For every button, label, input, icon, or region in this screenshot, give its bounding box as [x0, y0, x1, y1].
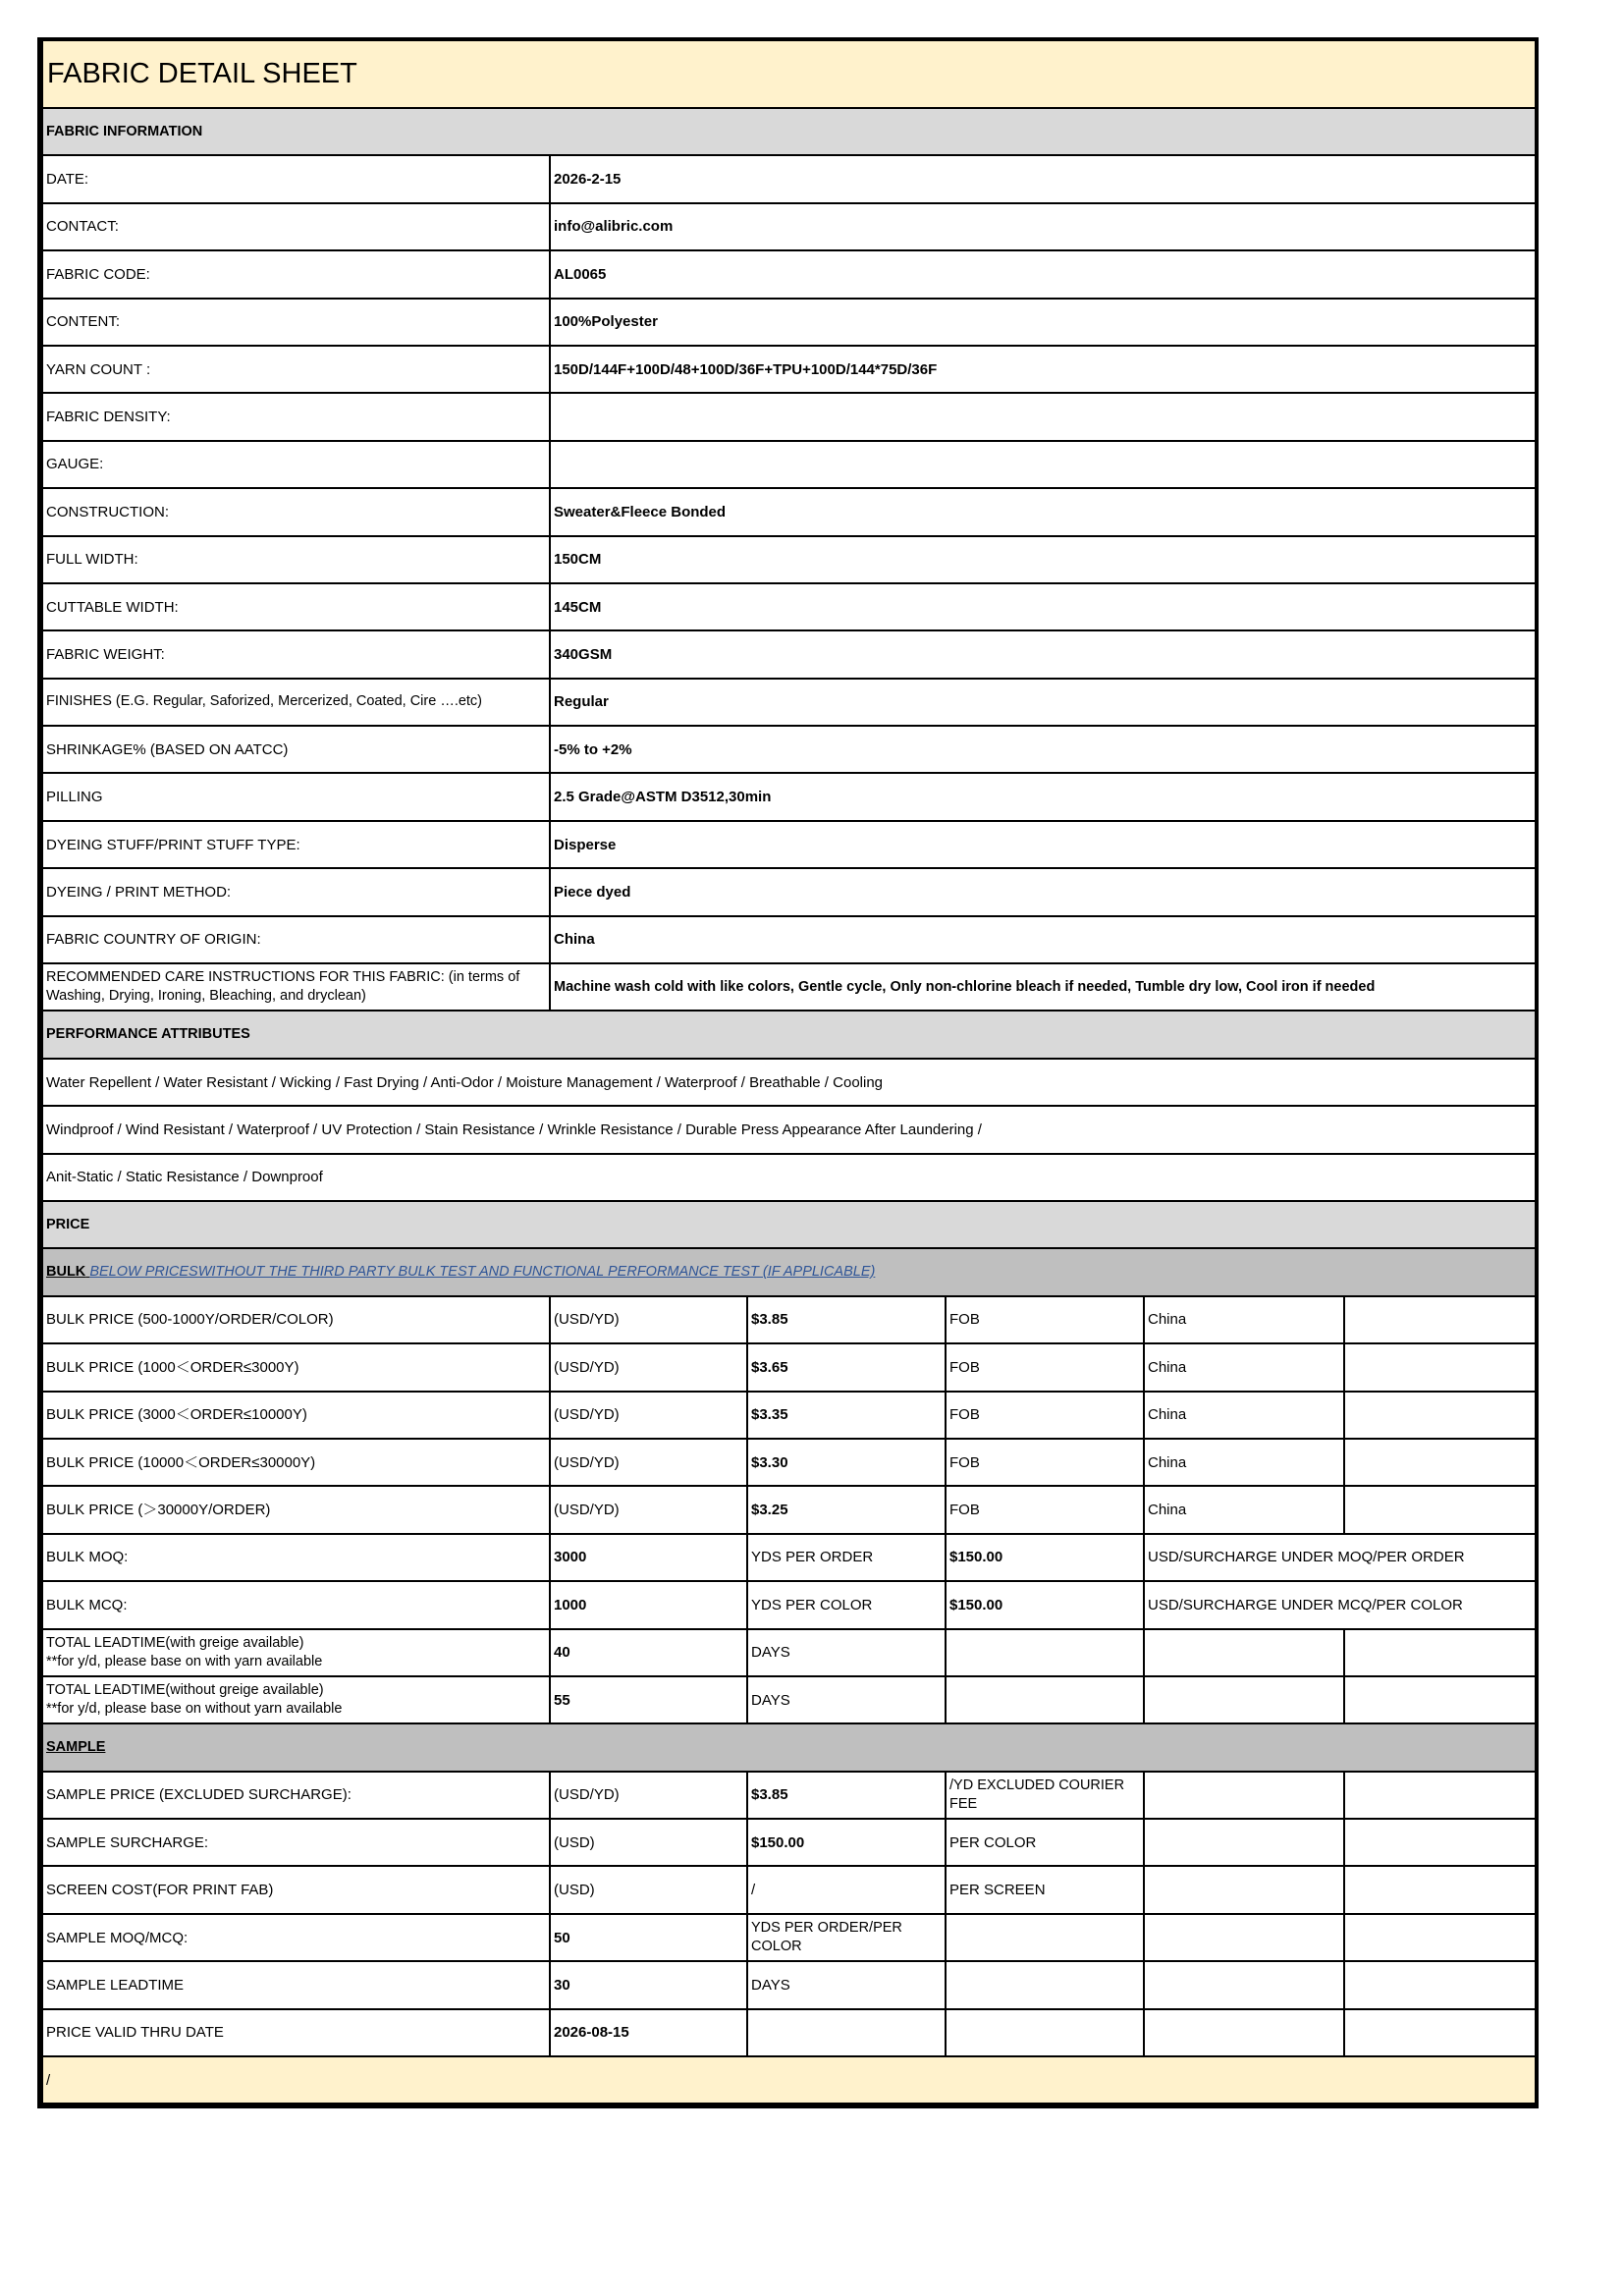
sample-col2: 50 [550, 1914, 747, 1961]
moq-unit: YDS PER ORDER [747, 1534, 946, 1581]
bulk-label: BULK [46, 1264, 86, 1281]
empty-cell [1344, 1772, 1536, 1819]
moq-label: BULK MOQ: [42, 1534, 550, 1581]
moq-qty: 1000 [550, 1581, 747, 1628]
leadtime-row [42, 1676, 1536, 1723]
fabric-detail-sheet [37, 37, 1539, 2108]
empty-cell [1144, 1676, 1344, 1723]
bulk-price-row [42, 1296, 1536, 1343]
field-label: YARN COUNT : [42, 346, 550, 393]
sample-row [42, 1819, 1536, 1866]
empty-cell [1344, 1961, 1536, 2008]
section-row [42, 1201, 1536, 1248]
field-value: 150D/144F+100D/48+100D/36F+TPU+100D/144*75D/36F [550, 346, 1536, 393]
field-value: Disperse [550, 821, 1536, 868]
leadtime-title: TOTAL LEADTIME(with greige available) [46, 1634, 304, 1651]
empty-cell [1344, 1819, 1536, 1866]
field-label: GAUGE: [42, 441, 550, 488]
moq-note: USD/SURCHARGE UNDER MOQ/PER ORDER [1144, 1534, 1536, 1581]
price-unit: (USD/YD) [550, 1343, 747, 1391]
fabric-info-row [42, 536, 1536, 583]
price-extra [1344, 1439, 1536, 1486]
sample-col4: PER SCREEN [946, 1866, 1144, 1913]
sample-row [42, 1866, 1536, 1913]
leadtime-row [42, 1629, 1536, 1676]
price-term: FOB [946, 1343, 1144, 1391]
moq-surcharge: $150.00 [946, 1581, 1144, 1628]
price-value: $3.85 [747, 1296, 946, 1343]
fabric-info-row [42, 203, 1536, 250]
sample-col4: /YD EXCLUDED COURIER FEE [946, 1772, 1144, 1819]
leadtime-label [42, 1629, 550, 1676]
price-term: FOB [946, 1392, 1144, 1439]
empty-cell [1144, 1961, 1344, 2008]
empty-cell [1344, 2009, 1536, 2056]
section-row [42, 1248, 1536, 1295]
moq-surcharge: $150.00 [946, 1534, 1144, 1581]
leadtime-label [42, 1676, 550, 1723]
leadtime-unit: DAYS [747, 1676, 946, 1723]
fabric-info-row [42, 630, 1536, 678]
field-label: DYEING / PRINT METHOD: [42, 868, 550, 915]
field-value: 2.5 Grade@ASTM D3512,30min [550, 773, 1536, 820]
sample-label: PRICE VALID THRU DATE [42, 2009, 550, 2056]
field-value: 145CM [550, 583, 1536, 630]
field-label: CONTACT: [42, 203, 550, 250]
empty-cell [1144, 1819, 1344, 1866]
moq-unit: YDS PER COLOR [747, 1581, 946, 1628]
fabric-info-row [42, 679, 1536, 726]
bulk-mcq-row [42, 1581, 1536, 1628]
price-label: BULK PRICE (500-1000Y/ORDER/COLOR) [42, 1296, 550, 1343]
sample-col3 [747, 2009, 946, 2056]
sample-label: SCREEN COST(FOR PRINT FAB) [42, 1866, 550, 1913]
field-label: FULL WIDTH: [42, 536, 550, 583]
field-label: PILLING [42, 773, 550, 820]
section-row [42, 1011, 1536, 1058]
fabric-info-row [42, 346, 1536, 393]
fabric-info-row [42, 868, 1536, 915]
performance-attribute: Water Repellent / Water Resistant / Wicking / Fast Drying / Anti-Odor / Moisture Management / Waterproof / Breathable / Cooling [42, 1059, 1536, 1106]
sample-row [42, 1772, 1536, 1819]
section-row [42, 1723, 1536, 1771]
fabric-info-row [42, 726, 1536, 773]
field-value: AL0065 [550, 250, 1536, 298]
field-label: FINISHES (E.G. Regular, Saforized, Mercerized, Coated, Cire ….etc) [42, 679, 550, 726]
leadtime-note: **for y/d, please base on without yarn available [46, 1701, 343, 1718]
field-label: RECOMMENDED CARE INSTRUCTIONS FOR THIS FABRIC: (in terms of Washing, Drying, Ironing, Bleaching, and dryclean) [42, 963, 550, 1011]
price-unit: (USD/YD) [550, 1439, 747, 1486]
bulk-price-row [42, 1439, 1536, 1486]
leadtime-value: 40 [550, 1629, 747, 1676]
section-fabric-information: FABRIC INFORMATION [42, 108, 1536, 155]
bulk-note-link[interactable]: BELOW PRICESWITHOUT THE THIRD PARTY BULK TEST AND FUNCTIONAL PERFORMANCE TEST (IF APPLICABLE) [89, 1264, 876, 1281]
moq-note: USD/SURCHARGE UNDER MCQ/PER COLOR [1144, 1581, 1536, 1628]
price-extra [1344, 1343, 1536, 1391]
field-label: SHRINKAGE% (BASED ON AATCC) [42, 726, 550, 773]
leadtime-value: 55 [550, 1676, 747, 1723]
price-port: China [1144, 1486, 1344, 1533]
leadtime-note: **for y/d, please base on with yarn available [46, 1653, 323, 1669]
leadtime-unit: DAYS [747, 1629, 946, 1676]
bulk-moq-row [42, 1534, 1536, 1581]
price-term: FOB [946, 1486, 1144, 1533]
bulk-price-row [42, 1486, 1536, 1533]
fabric-info-row [42, 583, 1536, 630]
field-value: info@alibric.com [550, 203, 1536, 250]
sample-col2: 30 [550, 1961, 747, 2008]
field-label: FABRIC DENSITY: [42, 393, 550, 440]
page-title: FABRIC DETAIL SHEET [42, 41, 1536, 108]
price-label: BULK PRICE (1000＜ORDER≤3000Y) [42, 1343, 550, 1391]
price-value: $3.65 [747, 1343, 946, 1391]
field-label: DYEING STUFF/PRINT STUFF TYPE: [42, 821, 550, 868]
price-extra [1344, 1296, 1536, 1343]
bulk-price-row [42, 1343, 1536, 1391]
empty-cell [1344, 1914, 1536, 1961]
fabric-info-row [42, 773, 1536, 820]
field-value: Piece dyed [550, 868, 1536, 915]
empty-cell [946, 1676, 1144, 1723]
field-label: CONSTRUCTION: [42, 488, 550, 535]
field-value: 150CM [550, 536, 1536, 583]
performance-attribute-row [42, 1106, 1536, 1153]
performance-attribute: Windproof / Wind Resistant / Waterproof / UV Protection / Stain Resistance / Wrinkle Resistance / Durable Press Appearance After Laundering / [42, 1106, 1536, 1153]
price-label: BULK PRICE (3000＜ORDER≤10000Y) [42, 1392, 550, 1439]
field-value: 340GSM [550, 630, 1536, 678]
field-label: FABRIC CODE: [42, 250, 550, 298]
empty-cell [1144, 2009, 1344, 2056]
sample-label: SAMPLE SURCHARGE: [42, 1819, 550, 1866]
sample-col3: $150.00 [747, 1819, 946, 1866]
field-value: Sweater&Fleece Bonded [550, 488, 1536, 535]
empty-cell [1144, 1772, 1344, 1819]
sample-col3: $3.85 [747, 1772, 946, 1819]
field-value: 2026-2-15 [550, 155, 1536, 202]
section-bulk [42, 1248, 1536, 1295]
sample-col4 [946, 1914, 1144, 1961]
fabric-info-row [42, 441, 1536, 488]
performance-attribute-row [42, 1059, 1536, 1106]
price-term: FOB [946, 1439, 1144, 1486]
moq-label: BULK MCQ: [42, 1581, 550, 1628]
sample-label: SAMPLE PRICE (EXCLUDED SURCHARGE): [42, 1772, 550, 1819]
sample-col2: (USD/YD) [550, 1772, 747, 1819]
sample-col2: (USD) [550, 1866, 747, 1913]
field-value: Machine wash cold with like colors, Gentle cycle, Only non-chlorine bleach if needed, Tumble dry low, Cool iron if needed [550, 963, 1536, 1011]
fabric-info-row [42, 488, 1536, 535]
field-label: CONTENT: [42, 299, 550, 346]
footer-row [42, 2056, 1536, 2104]
price-term: FOB [946, 1296, 1144, 1343]
moq-qty: 3000 [550, 1534, 747, 1581]
fabric-info-row [42, 963, 1536, 1011]
price-port: China [1144, 1296, 1344, 1343]
empty-cell [1144, 1866, 1344, 1913]
sample-label: SAMPLE [46, 1738, 106, 1755]
price-extra [1344, 1392, 1536, 1439]
empty-cell [1344, 1629, 1536, 1676]
sample-label: SAMPLE MOQ/MCQ: [42, 1914, 550, 1961]
sample-col3: YDS PER ORDER/PER COLOR [747, 1914, 946, 1961]
fabric-info-row [42, 250, 1536, 298]
bulk-price-row [42, 1392, 1536, 1439]
field-value: Regular [550, 679, 1536, 726]
price-unit: (USD/YD) [550, 1392, 747, 1439]
sample-col3: DAYS [747, 1961, 946, 2008]
price-port: China [1144, 1392, 1344, 1439]
sheet-table [41, 41, 1537, 2105]
price-value: $3.25 [747, 1486, 946, 1533]
price-value: $3.35 [747, 1392, 946, 1439]
sample-col4 [946, 2009, 1144, 2056]
fabric-info-row [42, 393, 1536, 440]
empty-cell [1344, 1676, 1536, 1723]
price-port: China [1144, 1439, 1344, 1486]
price-unit: (USD/YD) [550, 1296, 747, 1343]
price-unit: (USD/YD) [550, 1486, 747, 1533]
fabric-info-row [42, 821, 1536, 868]
price-extra [1344, 1486, 1536, 1533]
price-label: BULK PRICE (10000＜ORDER≤30000Y) [42, 1439, 550, 1486]
empty-cell [946, 1629, 1144, 1676]
empty-cell [1144, 1629, 1344, 1676]
sample-row [42, 1914, 1536, 1961]
performance-attribute-row [42, 1154, 1536, 1201]
sample-col2: 2026-08-15 [550, 2009, 747, 2056]
section-sample [42, 1723, 1536, 1771]
field-value: China [550, 916, 1536, 963]
price-label: BULK PRICE (＞30000Y/ORDER) [42, 1486, 550, 1533]
field-value [550, 441, 1536, 488]
performance-attribute: Anit-Static / Static Resistance / Downproof [42, 1154, 1536, 1201]
field-label: DATE: [42, 155, 550, 202]
sample-row [42, 2009, 1536, 2056]
sample-col4 [946, 1961, 1144, 2008]
field-value [550, 393, 1536, 440]
leadtime-title: TOTAL LEADTIME(without greige available) [46, 1682, 324, 1699]
sample-col3: / [747, 1866, 946, 1913]
section-price: PRICE [42, 1201, 1536, 1248]
field-value: -5% to +2% [550, 726, 1536, 773]
fabric-info-row [42, 299, 1536, 346]
field-label: FABRIC COUNTRY OF ORIGIN: [42, 916, 550, 963]
sample-col4: PER COLOR [946, 1819, 1144, 1866]
section-performance-attributes: PERFORMANCE ATTRIBUTES [42, 1011, 1536, 1058]
empty-cell [1344, 1866, 1536, 1913]
sample-row [42, 1961, 1536, 2008]
empty-cell [1144, 1914, 1344, 1961]
field-label: FABRIC WEIGHT: [42, 630, 550, 678]
field-value: 100%Polyester [550, 299, 1536, 346]
sample-col2: (USD) [550, 1819, 747, 1866]
field-label: CUTTABLE WIDTH: [42, 583, 550, 630]
footer-note: / [42, 2056, 1536, 2104]
sample-label: SAMPLE LEADTIME [42, 1961, 550, 2008]
price-port: China [1144, 1343, 1344, 1391]
fabric-info-row [42, 155, 1536, 202]
fabric-info-row [42, 916, 1536, 963]
price-value: $3.30 [747, 1439, 946, 1486]
